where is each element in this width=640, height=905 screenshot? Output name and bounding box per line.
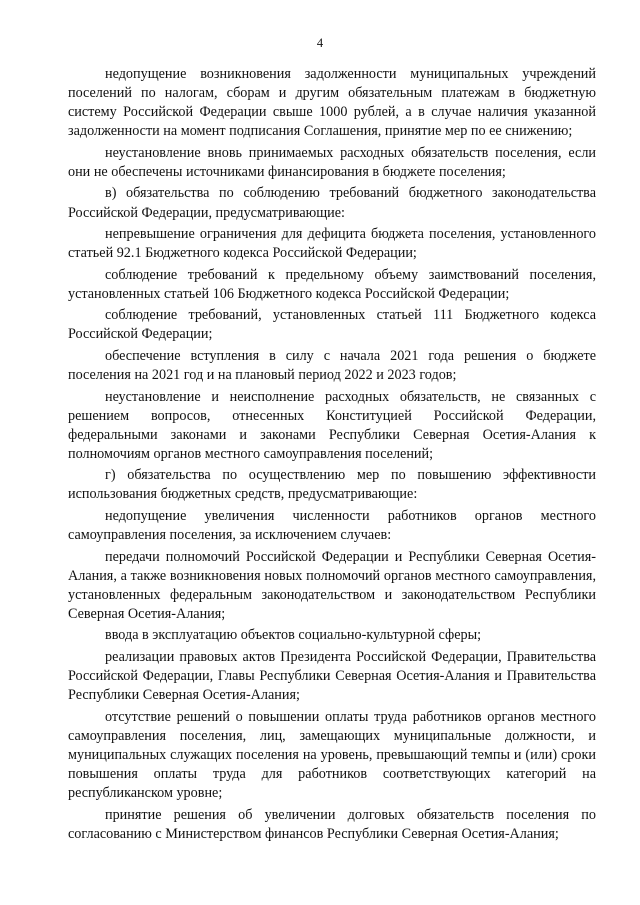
- paragraph-unrelated-obligations: неустановление и неисполнение расходных обязательств, не связанных с решением вопросов, отнесенных Конституцией Российской Федерации, федеральными законами и законами Республики Северная Осетия-Алания к полномочиям органов местного самоуправления поселений;: [68, 388, 596, 462]
- paragraph-article-111: соблюдение требований, установленных статьей 111 Бюджетного кодекса Российской Федерации;: [68, 307, 596, 343]
- paragraph-budget-legislation: в) обязательства по соблюдению требований бюджетного законодательства Российской Федерации, предусматривающие:: [68, 185, 596, 221]
- paragraph-pay-increase: отсутствие решений о повышении оплаты труда работников органов местного самоуправления поселения, лиц, замещающих муниципальные должности, и муниципальных служащих поселения на уровень, превышающий темпы и (или) сроки повышения оплаты труда для работников соответствующих категорий на республиканском уровне;: [68, 708, 596, 802]
- document-body: [68, 65, 596, 846]
- paragraph-borrowing-limit: соблюдение требований к предельному объему заимствований поселения, установленных статьей 106 Бюджетного кодекса Российской Федерации;: [68, 266, 596, 302]
- paragraph-social-facilities: ввода в эксплуатацию объектов социально-культурной сферы;: [105, 627, 482, 644]
- paragraph-efficiency-measures: г) обязательства по осуществлению мер по повышению эффективности использования бюджетных средств, предусматривающие:: [68, 467, 596, 503]
- paragraph-deficit-limit: непревышение ограничения для дефицита бюджета поселения, установленного статьей 92.1 Бюджетного кодекса Российской Федерации;: [68, 226, 596, 262]
- paragraph-budget-decision: обеспечение вступления в силу с начала 2021 года решения о бюджете поселения на 2021 год и на плановый период 2022 и 2023 годов;: [68, 347, 596, 384]
- paragraph-staff-increase: недопущение увеличения численности работников органов местного самоуправления поселения, за исключением случаев:: [68, 508, 596, 544]
- paragraph-debt-arrears: недопущение возникновения задолженности муниципальных учреждений поселений по налогам, сборам и другим обязательным платежам в бюджетную систему Российской Федерации свыше 1000 рублей, а в случае наличия указанной задолженности на момент подписания Соглашения, принятие мер по ее снижению;: [68, 66, 596, 140]
- paragraph-power-transfer: передачи полномочий Российской Федерации и Республики Северная Осетия-Алания, а также возникновения новых полномочий органов местного самоуправления, установленных федеральным законодательством и законодательством Республики Северная Осетия-Алания;: [68, 548, 596, 622]
- paragraph-new-obligations: неустановление вновь принимаемых расходных обязательств поселения, если они не обеспечены источниками финансирования в бюджете поселения;: [68, 144, 596, 180]
- paragraph-legal-acts: реализации правовых актов Президента Российской Федерации, Правительства Российской Федерации, Главы Республики Северная Осетия-Алания и Правительства Республики Северная Осетия-Алания;: [68, 648, 596, 704]
- paragraph-debt-increase: принятие решения об увеличении долговых обязательств поселения по согласованию с Министерством финансов Республики Северная Осетия-Алания;: [68, 806, 596, 842]
- page-number: 4: [316, 36, 324, 50]
